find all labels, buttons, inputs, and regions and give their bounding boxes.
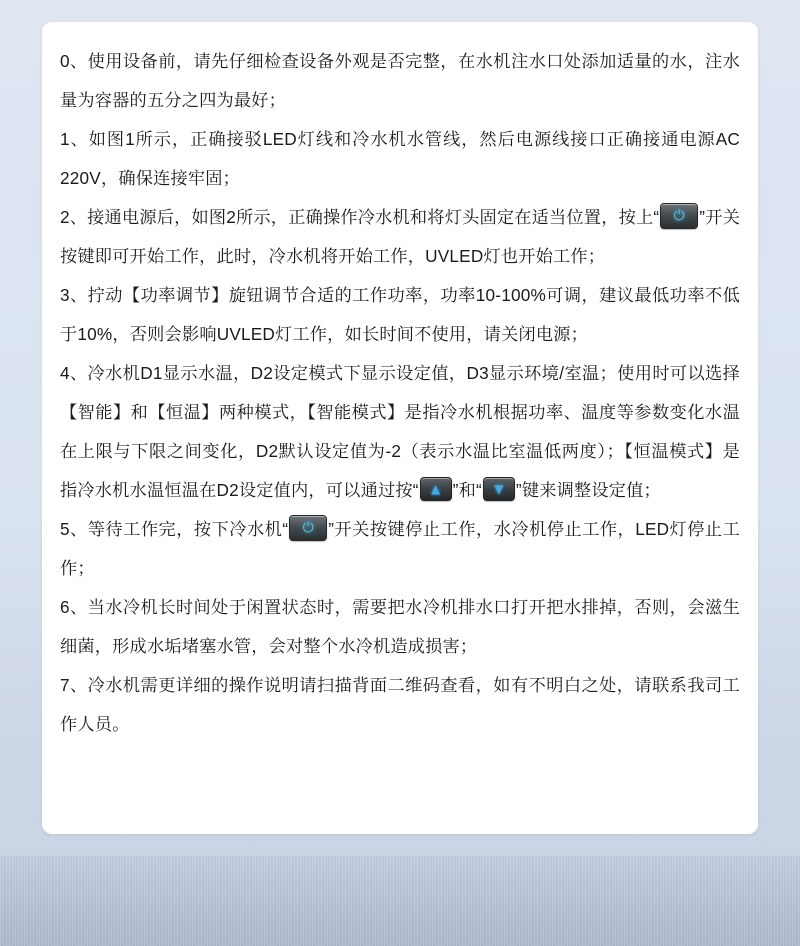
instruction-paragraph <box>60 354 740 510</box>
paragraph-text: ”键来调整设定值； <box>515 480 661 500</box>
paragraph-text: ”开关按键停止工作，水冷机停止工作，LED灯停止工作； <box>60 519 740 578</box>
arrow-down-button-icon <box>483 477 515 501</box>
paragraph-text: 4、冷水机D1显示水温，D2设定模式下显示设定值，D3显示环境/室温；使用时可以选择【智能】和【恒温】两种模式，【智能模式】是指冷水机根据功率、温度等参数变化水温在上限与下限之间变化，D2默认设定值为-2（表示水温比室温低两度）；【恒温模式】是指冷水机水温恒温在D2设定值内，可以通过按“ <box>60 363 740 500</box>
paragraph-text: 1、如图1所示，正确接驳LED灯线和冷水机水管线，然后电源线接口正确接通电源AC 220V，确保连接牢固； <box>60 129 740 188</box>
instruction-paragraph <box>60 588 740 666</box>
paragraph-text: 0、使用设备前，请先仔细检查设备外观是否完整，在水机注水口处添加适量的水，注水量为容器的五分之四为最好； <box>60 51 740 110</box>
power-button-icon-glyph: ⏻ <box>673 208 685 224</box>
arrow-up-button-icon-glyph: ▲ <box>430 482 441 496</box>
power-button-icon-glyph: ⏻ <box>302 520 314 536</box>
instruction-text-body <box>58 42 742 744</box>
page-left-margin <box>0 0 42 856</box>
instruction-paragraph <box>60 510 740 588</box>
instruction-paragraph <box>60 198 740 276</box>
instruction-paragraph <box>60 42 740 120</box>
page-bottom-texture <box>0 856 800 946</box>
paragraph-text: ”开关按键即可开始工作，此时，冷水机将开始工作，UVLED灯也开始工作； <box>60 207 740 266</box>
instruction-paragraph <box>60 120 740 198</box>
arrow-up-button-icon <box>420 477 452 501</box>
paragraph-text: 3、拧动【功率调节】旋钮调节合适的工作功率，功率10-100%可调，建议最低功率不低于10%，否则会影响UVLED灯工作，如长时间不使用，请关闭电源； <box>60 285 740 344</box>
instruction-card <box>42 22 758 834</box>
instruction-paragraph <box>60 666 740 744</box>
paragraph-text: 2、接通电源后，如图2所示，正确操作冷水机和将灯头固定在适当位置，按上“ <box>60 207 660 227</box>
paragraph-text: 5、等待工作完，按下冷水机“ <box>60 519 289 539</box>
paragraph-text: 7、冷水机需更详细的操作说明请扫描背面二维码查看，如有不明白之处，请联系我司工作人员。 <box>60 675 740 734</box>
power-button-icon <box>660 203 698 229</box>
paragraph-text: 6、当水冷机长时间处于闲置状态时，需要把水冷机排水口打开把水排掉，否则，会滋生细菌，形成水垢堵塞水管，会对整个水冷机造成损害； <box>60 597 740 656</box>
instruction-paragraph <box>60 276 740 354</box>
paragraph-text: ”和“ <box>452 480 482 500</box>
power-button-icon <box>289 515 327 541</box>
arrow-down-button-icon-glyph: ▼ <box>494 482 504 496</box>
